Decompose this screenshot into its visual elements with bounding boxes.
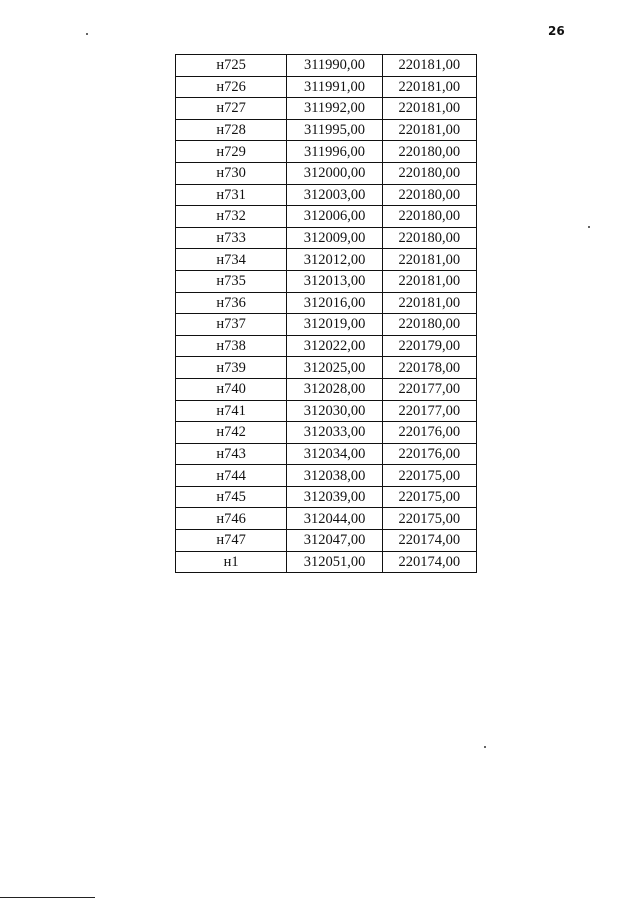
x-coordinate-cell: 312003,00: [287, 184, 382, 206]
x-coordinate-cell: 312044,00: [287, 508, 382, 530]
table-row: [176, 422, 477, 444]
table-row: [176, 292, 477, 314]
point-id-cell: н736: [176, 292, 287, 314]
footnote-rule: [0, 897, 95, 898]
y-coordinate-cell: 220181,00: [382, 76, 476, 98]
point-id-cell: н729: [176, 141, 287, 163]
y-coordinate-cell: 220181,00: [382, 55, 476, 77]
x-coordinate-cell: 312000,00: [287, 162, 382, 184]
x-coordinate-cell: 312013,00: [287, 270, 382, 292]
y-coordinate-cell: 220181,00: [382, 249, 476, 271]
point-id-cell: н737: [176, 314, 287, 336]
table-row: [176, 141, 477, 163]
y-coordinate-cell: 220180,00: [382, 227, 476, 249]
x-coordinate-cell: 312025,00: [287, 357, 382, 379]
point-id-cell: н728: [176, 119, 287, 141]
y-coordinate-cell: 220180,00: [382, 206, 476, 228]
point-id-cell: н747: [176, 530, 287, 552]
table-row: [176, 530, 477, 552]
y-coordinate-cell: 220175,00: [382, 508, 476, 530]
x-coordinate-cell: 312009,00: [287, 227, 382, 249]
table-row: [176, 249, 477, 271]
y-coordinate-cell: 220181,00: [382, 119, 476, 141]
table-row: [176, 184, 477, 206]
point-id-cell: н730: [176, 162, 287, 184]
x-coordinate-cell: 312016,00: [287, 292, 382, 314]
table-row: [176, 162, 477, 184]
table-row: [176, 400, 477, 422]
y-coordinate-cell: 220180,00: [382, 184, 476, 206]
point-id-cell: н741: [176, 400, 287, 422]
table-row: [176, 357, 477, 379]
table-row: [176, 314, 477, 336]
point-id-cell: н744: [176, 465, 287, 487]
point-id-cell: н746: [176, 508, 287, 530]
table-row: [176, 443, 477, 465]
y-coordinate-cell: 220180,00: [382, 314, 476, 336]
scan-speck: [588, 226, 590, 228]
x-coordinate-cell: 311995,00: [287, 119, 382, 141]
y-coordinate-cell: 220174,00: [382, 551, 476, 573]
point-id-cell: н726: [176, 76, 287, 98]
y-coordinate-cell: 220177,00: [382, 378, 476, 400]
y-coordinate-cell: 220180,00: [382, 162, 476, 184]
point-id-cell: н740: [176, 378, 287, 400]
y-coordinate-cell: 220177,00: [382, 400, 476, 422]
x-coordinate-cell: 311992,00: [287, 98, 382, 120]
x-coordinate-cell: 312012,00: [287, 249, 382, 271]
point-id-cell: н742: [176, 422, 287, 444]
y-coordinate-cell: 220175,00: [382, 465, 476, 487]
point-id-cell: н734: [176, 249, 287, 271]
table-row: [176, 76, 477, 98]
point-id-cell: н727: [176, 98, 287, 120]
x-coordinate-cell: 312047,00: [287, 530, 382, 552]
x-coordinate-cell: 311990,00: [287, 55, 382, 77]
table-row: [176, 508, 477, 530]
x-coordinate-cell: 312034,00: [287, 443, 382, 465]
table-row: [176, 227, 477, 249]
x-coordinate-cell: 311996,00: [287, 141, 382, 163]
y-coordinate-cell: 220178,00: [382, 357, 476, 379]
point-id-cell: н733: [176, 227, 287, 249]
y-coordinate-cell: 220176,00: [382, 443, 476, 465]
x-coordinate-cell: 312033,00: [287, 422, 382, 444]
table-row: [176, 378, 477, 400]
point-id-cell: н1: [176, 551, 287, 573]
y-coordinate-cell: 220179,00: [382, 335, 476, 357]
scan-speck: [484, 746, 486, 748]
x-coordinate-cell: 312019,00: [287, 314, 382, 336]
point-id-cell: н743: [176, 443, 287, 465]
x-coordinate-cell: 312028,00: [287, 378, 382, 400]
x-coordinate-cell: 312022,00: [287, 335, 382, 357]
table-row: [176, 465, 477, 487]
table-row: [176, 98, 477, 120]
point-id-cell: н739: [176, 357, 287, 379]
point-id-cell: н738: [176, 335, 287, 357]
point-id-cell: н731: [176, 184, 287, 206]
x-coordinate-cell: 312039,00: [287, 486, 382, 508]
y-coordinate-cell: 220180,00: [382, 141, 476, 163]
y-coordinate-cell: 220181,00: [382, 292, 476, 314]
x-coordinate-cell: 312030,00: [287, 400, 382, 422]
y-coordinate-cell: 220181,00: [382, 270, 476, 292]
y-coordinate-cell: 220174,00: [382, 530, 476, 552]
x-coordinate-cell: 312006,00: [287, 206, 382, 228]
table-row: [176, 55, 477, 77]
coordinates-table: [175, 54, 477, 573]
x-coordinate-cell: 311991,00: [287, 76, 382, 98]
table-row: [176, 206, 477, 228]
coordinates-table-body: [176, 55, 477, 573]
point-id-cell: н732: [176, 206, 287, 228]
table-row: [176, 486, 477, 508]
point-id-cell: н725: [176, 55, 287, 77]
y-coordinate-cell: 220176,00: [382, 422, 476, 444]
point-id-cell: н745: [176, 486, 287, 508]
table-row: [176, 551, 477, 573]
scan-speck: [86, 33, 88, 35]
point-id-cell: н735: [176, 270, 287, 292]
y-coordinate-cell: 220175,00: [382, 486, 476, 508]
table-row: [176, 335, 477, 357]
x-coordinate-cell: 312051,00: [287, 551, 382, 573]
page-number: 26: [548, 24, 565, 38]
table-row: [176, 119, 477, 141]
table-row: [176, 270, 477, 292]
x-coordinate-cell: 312038,00: [287, 465, 382, 487]
y-coordinate-cell: 220181,00: [382, 98, 476, 120]
